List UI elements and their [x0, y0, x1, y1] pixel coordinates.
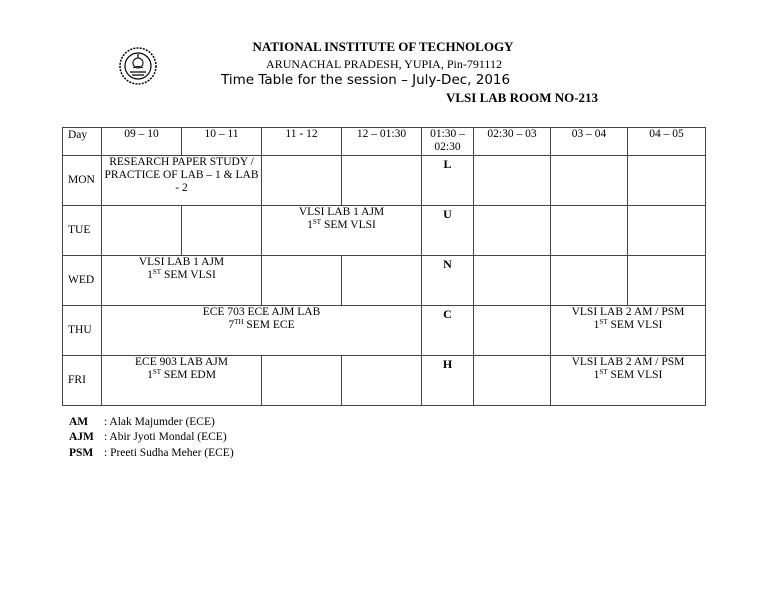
class-cell: RESEARCH PAPER STUDY / PRACTICE OF LAB – 1 & LAB - 2 [102, 156, 262, 206]
class-title: ECE 703 ECE AJM LAB [202, 306, 321, 318]
class-semester: 1ST SEM VLSI [307, 218, 376, 231]
legend-key: PSM [69, 447, 94, 459]
class-title: VLSI LAB 2 AM / PSM [571, 356, 685, 368]
empty-cell [474, 306, 551, 356]
table-row-tue [63, 206, 706, 256]
session-title: Time Table for the session – July-Dec, 2016 [221, 72, 511, 88]
legend-item-psm [69, 447, 234, 459]
empty-cell [474, 206, 551, 256]
empty-cell [342, 156, 422, 206]
lunch-letter: C [422, 306, 474, 356]
empty-cell [342, 256, 422, 306]
legend-item-ajm [69, 431, 227, 443]
table-row-fri [63, 356, 706, 406]
class-title: VLSI LAB 2 AM / PSM [571, 306, 685, 318]
day-label: TUE [63, 206, 102, 256]
class-title: VLSI LAB 1 AJM [298, 206, 385, 218]
col-header-slot: 04 – 05 [628, 128, 706, 156]
empty-cell [262, 156, 342, 206]
empty-cell [102, 206, 182, 256]
class-title: ECE 903 LAB AJM [135, 356, 228, 368]
day-label: FRI [63, 356, 102, 406]
empty-cell [551, 156, 628, 206]
class-semester: 1ST SEM VLSI [593, 318, 663, 331]
empty-cell [262, 256, 342, 306]
day-label: WED [63, 256, 102, 306]
empty-cell [182, 206, 262, 256]
col-header-slot: 02:30 – 03 [474, 128, 551, 156]
col-header-slot: 09 – 10 [102, 128, 182, 156]
empty-cell [628, 206, 706, 256]
lunch-letter: U [422, 206, 474, 256]
class-cell [551, 356, 706, 406]
empty-cell [474, 356, 551, 406]
col-header-slot: 12 – 01:30 [342, 128, 422, 156]
empty-cell [628, 256, 706, 306]
col-header-slot: 11 - 12 [262, 128, 342, 156]
lunch-letter: N [422, 256, 474, 306]
empty-cell [474, 156, 551, 206]
empty-cell [262, 356, 342, 406]
timetable [62, 127, 706, 406]
col-header-slot: 03 – 04 [551, 128, 628, 156]
day-label: THU [63, 306, 102, 356]
class-title: VLSI LAB 1 AJM [138, 256, 225, 268]
legend-value: : Abir Jyoti Mondal (ECE) [104, 431, 227, 443]
empty-cell [551, 206, 628, 256]
legend-key: AJM [69, 431, 94, 443]
legend-value: : Alak Majumder (ECE) [104, 416, 215, 428]
empty-cell [474, 256, 551, 306]
col-header-slot: 01:30 – 02:30 [422, 128, 474, 156]
class-cell [102, 356, 262, 406]
room-label: VLSI LAB ROOM NO-213 [446, 90, 599, 105]
class-semester: 7TH SEM ECE [228, 318, 295, 331]
empty-cell [551, 256, 628, 306]
col-header-day: Day [63, 128, 102, 156]
empty-cell [628, 156, 706, 206]
col-header-slot: 10 – 11 [182, 128, 262, 156]
table-row-thu [63, 306, 706, 356]
legend-key: AM [69, 416, 89, 428]
institute-address: ARUNACHAL PRADESH, YUPIA, Pin-791112 [266, 57, 502, 71]
table-row-wed [63, 256, 706, 306]
header-row [63, 128, 706, 156]
class-semester: 1ST SEM EDM [147, 368, 216, 381]
empty-cell [342, 356, 422, 406]
class-cell [551, 306, 706, 356]
class-semester: 1ST SEM VLSI [147, 268, 216, 281]
lunch-letter: H [422, 356, 474, 406]
legend-value: : Preeti Sudha Meher (ECE) [104, 447, 234, 459]
table-row-mon [63, 156, 706, 206]
class-cell [102, 306, 422, 356]
class-cell [102, 256, 262, 306]
class-cell [262, 206, 422, 256]
institute-name: NATIONAL INSTITUTE OF TECHNOLOGY [252, 39, 514, 54]
day-label: MON [63, 156, 102, 206]
class-semester: 1ST SEM VLSI [593, 368, 663, 381]
lunch-letter: L [422, 156, 474, 206]
legend-item-am [69, 416, 215, 428]
